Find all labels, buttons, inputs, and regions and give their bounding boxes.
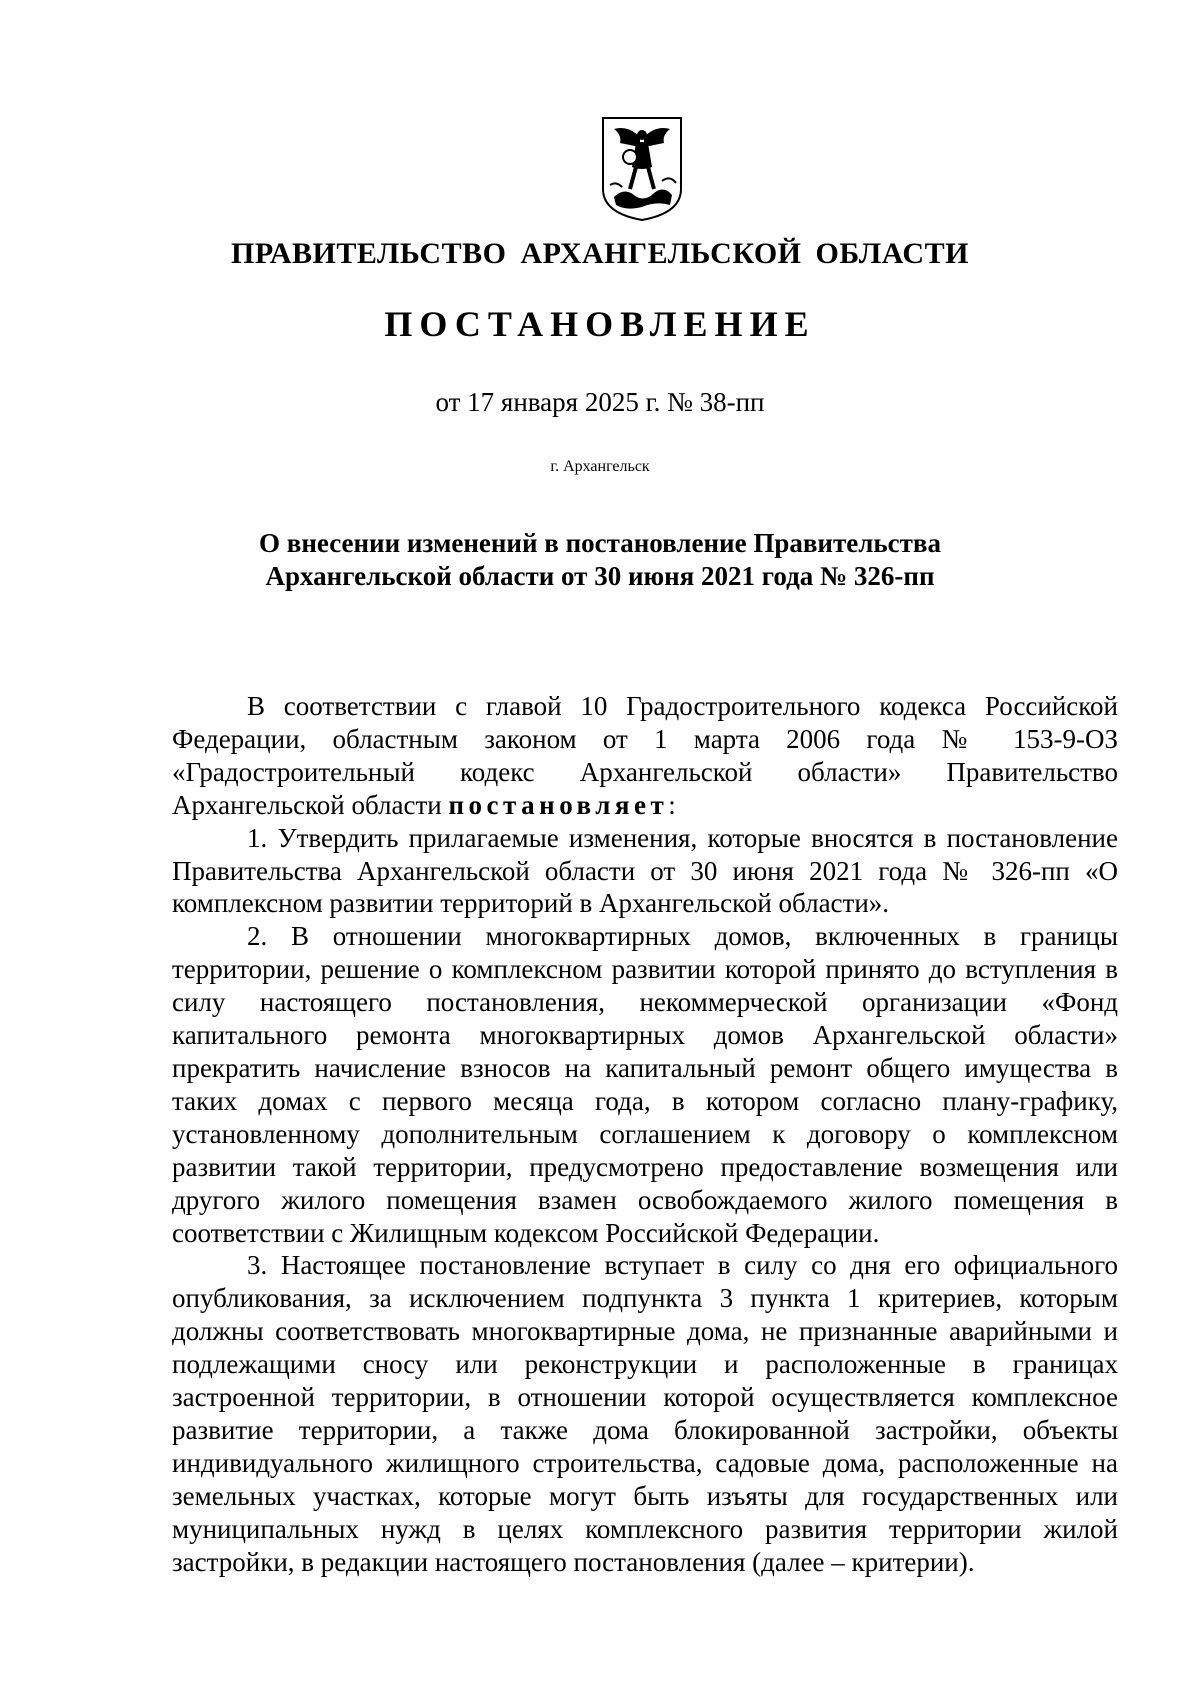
organization-name: ПРАВИТЕЛЬСТВО АРХАНГЕЛЬСКОЙ ОБЛАСТИ xyxy=(231,237,969,270)
preamble-colon: : xyxy=(668,789,676,820)
paragraph-item-3: 3. Настоящее постановление вступает в силу со дня его официального опубликования, за исключением подпункта 3 пункта 1 критериев, которым должны соответствовать многоквартирные дома, не признанные аварийными и подлежащими сносу или реконструкции и расположенные в границах застроенной территории, в отношении которой осуществляется комплексное развитие территории, а также дома блокированной застройки, объекты индивидуального жилищного строительства, садовые дома, расположенные на земельных участках, которые могут быть изъяты для государственных или муниципальных нужд в целях комплексного развития территории жилой застройки, в редакции настоящего постановления (далее – критерии). xyxy=(172,1250,1118,1577)
arkhangelsk-coat-of-arms-icon xyxy=(600,115,684,223)
document-type-title: ПОСТАНОВЛЕНИЕ xyxy=(384,304,816,344)
document-date-number: от 17 января 2025 г. № 38-пп xyxy=(435,387,765,417)
subject-line-1: О внесении изменений в постановление Правительства xyxy=(259,528,941,558)
paragraph-item-1: 1. Утвердить прилагаемые изменения, которые вносятся в постановление Правительства Архангельской области от 30 июня 2021 года № 326-пп «О комплексном развитии территорий в Архангельской области». xyxy=(172,822,1118,919)
resolves-word: постановляет xyxy=(448,789,669,820)
subject-line-2: Архангельской области от 30 июня 2021 года № 326-пп xyxy=(265,561,935,591)
paragraph-item-2: 2. В отношении многоквартирных домов, включенных в границы территории, решение о комплексном развитии которой принято до вступления в силу настоящего постановления, некоммерческой организации «Фонд капитального ремонта многоквартирных домов Архангельской области» прекратить начисление взносов на капитальный ремонт общего имущества в таких домах с первого месяца года, в котором согласно плану-графику, установленному дополнительным соглашением к договору о комплексном развитии такой территории, предусмотрено предоставление возмещения или другого жилого помещения взамен освобождаемого жилого помещения в соответствии с Жилищным кодексом Российской Федерации. xyxy=(172,921,1118,1248)
document-subject xyxy=(0,527,1200,593)
document-body xyxy=(172,690,1118,1578)
document-city: г. Архангельск xyxy=(550,458,650,475)
preamble-text: В соответствии с главой 10 Градостроительного кодекса Российской Федерации, областным законом от 1 марта 2006 года № 153-9-ОЗ «Градостроительный кодекс Архангельской области» Правительство Архангельской области xyxy=(172,691,1118,820)
preamble-paragraph xyxy=(172,690,1118,822)
